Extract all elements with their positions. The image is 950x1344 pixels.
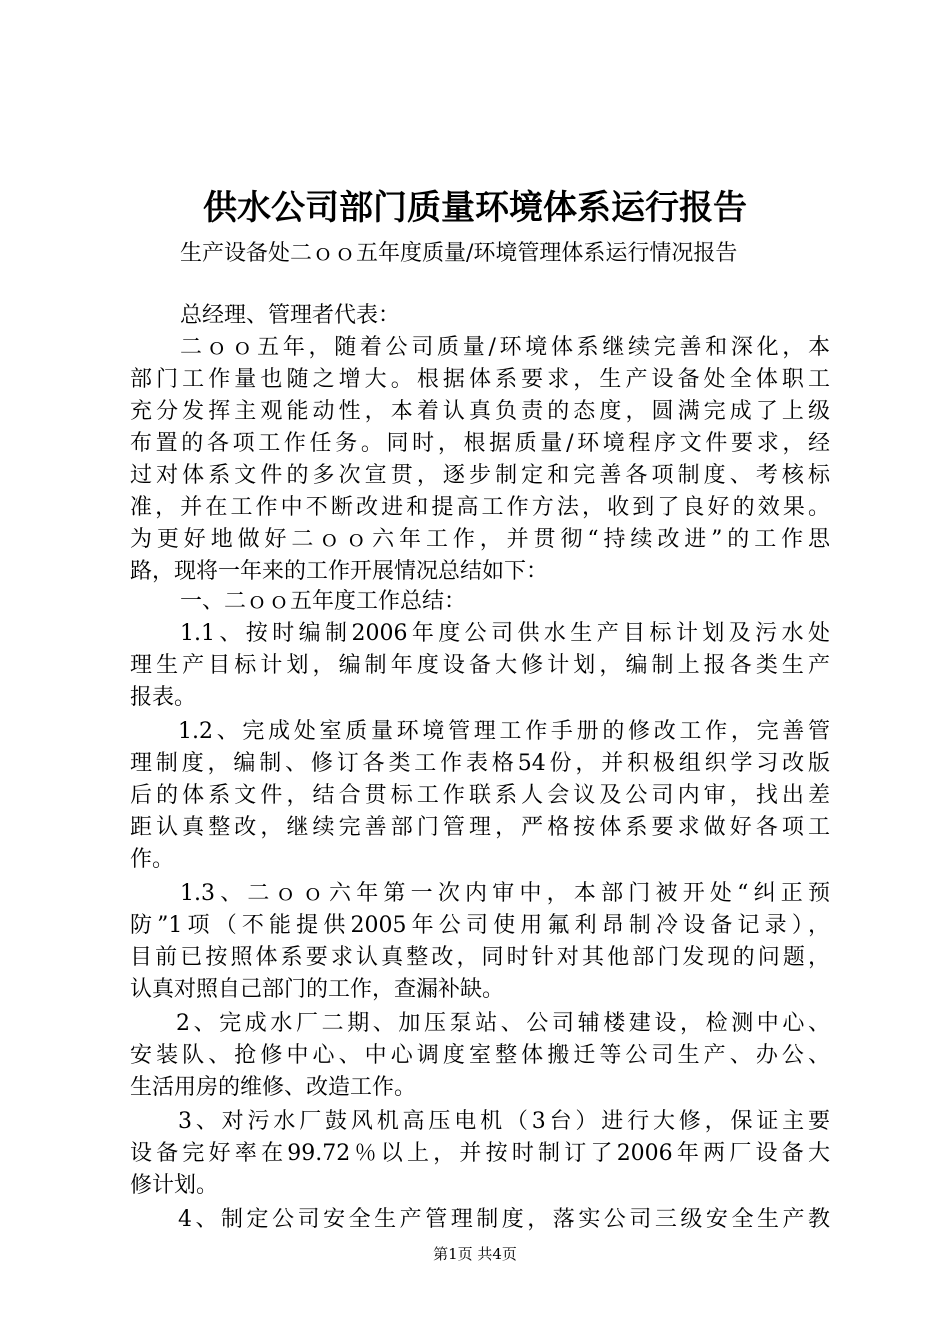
paragraph-line: 路，现将一年来的工作开展情况总结如下：: [130, 559, 549, 584]
document-title: 供水公司部门质量环境体系运行报告: [203, 188, 747, 228]
paragraph-line: 部门工作量也随之增大。根据体系要求，生产设备处全体职工: [130, 367, 830, 392]
paragraph-line: 准，并在工作中不断改进和提高工作方法，收到了良好的效果。: [130, 495, 830, 520]
paragraph-line: 理生产目标计划，编制年度设备大修计划，编制上报各类生产: [130, 653, 830, 678]
paragraph-line: 4、制定公司安全生产管理制度，落实公司三级安全生产教: [178, 1207, 830, 1232]
paragraph-line: 认真对照自己部门的工作，查漏补缺。: [130, 977, 505, 1002]
paragraph-line: 二ｏｏ五年，随着公司质量/环境体系继续完善和深化，本: [180, 335, 830, 360]
paragraph-line: 1.3、二ｏｏ六年第一次内审中，本部门被开处“纠正预: [180, 881, 830, 906]
paragraph-line: 1.1、按时编制2006年度公司供水生产目标计划及污水处: [180, 621, 830, 646]
paragraph-line: 过对体系文件的多次宣贯，逐步制定和完善各项制度、考核标: [130, 463, 830, 488]
paragraph-line: 防”1项（不能提供2005年公司使用氟利昂制冷设备记录），: [130, 913, 830, 938]
paragraph-line: 作。: [130, 847, 175, 872]
paragraph-line: 理制度，编制、修订各类工作表格54份，并积极组织学习改版: [130, 751, 830, 776]
paragraph-line: 充分发挥主观能动性，本着认真负责的态度，圆满完成了上级: [130, 399, 830, 424]
paragraph-line: 3、对污水厂鼓风机高压电机（3台）进行大修，保证主要: [178, 1109, 830, 1134]
paragraph-line: 布置的各项工作任务。同时，根据质量/环境程序文件要求，经: [130, 431, 830, 456]
paragraph-line: 2、完成水厂二期、加压泵站、公司辅楼建设，检测中心、: [176, 1011, 830, 1036]
paragraph-line: 设备完好率在99.72％以上，并按时制订了2006年两厂设备大: [130, 1141, 830, 1166]
paragraph-line: 安装队、抢修中心、中心调度室整体搬迁等公司生产、办公、: [130, 1043, 830, 1068]
document-subtitle: 生产设备处二ｏｏ五年度质量/环境管理体系运行情况报告: [180, 241, 738, 266]
paragraph-line: 修计划。: [130, 1173, 219, 1198]
section-heading: 一、二ｏｏ五年度工作总结：: [180, 589, 467, 614]
paragraph-line: 距认真整改，继续完善部门管理，严格按体系要求做好各项工: [130, 815, 830, 840]
page-footer: 第1页 共4页: [433, 1245, 517, 1263]
paragraph-line: 报表。: [130, 685, 197, 710]
paragraph-line: 1.2、完成处室质量环境管理工作手册的修改工作，完善管: [178, 719, 830, 744]
paragraph-line: 为更好地做好二ｏｏ六年工作，并贯彻“持续改进”的工作思: [130, 527, 830, 552]
paragraph-line: 生活用房的维修、改造工作。: [130, 1075, 417, 1100]
paragraph-line: 后的体系文件，结合贯标工作联系人会议及公司内审，找出差: [130, 783, 830, 808]
paragraph-line: 目前已按照体系要求认真整改，同时针对其他部门发现的问题，: [130, 945, 830, 970]
salutation: 总经理、管理者代表：: [180, 303, 401, 328]
